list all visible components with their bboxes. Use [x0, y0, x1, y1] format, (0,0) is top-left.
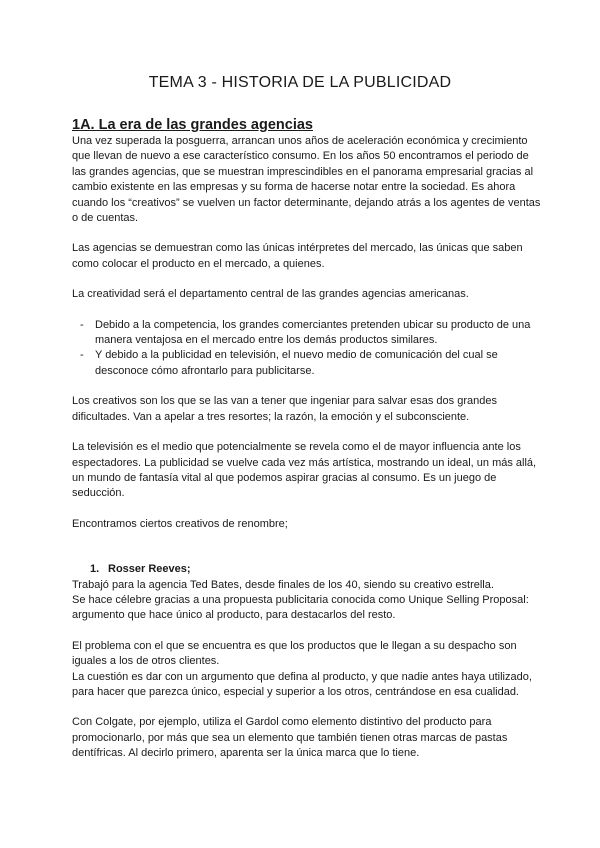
document-body — [72, 116, 542, 762]
section-heading: 1A. La era de las grandes agencias — [72, 117, 313, 133]
paragraph: Una vez superada la posguerra, arrancan unos años de aceleración económica y crecimiento que llevan de nuevo a ese característico consumo. En los años 50 encontramos el periodo de las grandes agencias, que se muestran imprescindibles en el panorama empresarial gracias al cambio existente en las empresas y su forma de hacerse notar entre la sociedad. Es ahora cuando los “creativos” se vuelven un factor determinante, dejando atrás a los agentes de ventas o de cuentas. — [72, 135, 541, 225]
paragraph: El problema con el que se encuentra es que los productos que le llegan a su despacho son iguales a los de otros clientes. — [72, 639, 517, 668]
paragraph: Con Colgate, por ejemplo, utiliza el Gardol como elemento distintivo del producto para promocionarlo, por más que sea un elemento que también tienen otras marcas de pastas dentífricas. Al decirlo primero, aparenta ser la única marca que lo tiene. — [72, 716, 508, 760]
paragraph: La televisión es el medio que potencialmente se revela como el de mayor influencia ante los espectadores. La publicidad se vuelve cada vez más artística, mostrando un ideal, un más allá, un mundo de fantasía vital al que podemos aspirar gracias al consumo. Es un juego de seducción. — [72, 441, 537, 500]
paragraph: Encontramos ciertos creativos de renombre; — [72, 517, 288, 530]
paragraph: La cuestión es dar con un argumento que defina al producto, y que nadie antes haya utilizado, para hacer que parezca único, especial y superior a los otros, centrándose en esa cualidad. — [72, 670, 532, 698]
creative-heading — [72, 562, 542, 577]
paragraph: Los creativos son los que se las van a tener que ingeniar para salvar esas dos grandes dificultades. Van a apelar a tres resortes; la razón, la emoción y el subconsciente. — [72, 395, 497, 423]
paragraph: Las agencias se demuestran como las únicas intérpretes del mercado, las únicas que saben como colocar el producto en el mercado, a quienes. — [72, 242, 523, 270]
paragraph: Trabajó para la agencia Ted Bates, desde finales de los 40, siendo su creativo estrella. — [72, 578, 494, 591]
creative-name: Rosser Reeves; — [108, 563, 191, 576]
paragraph: Se hace célebre gracias a una propuesta publicitaria conocida como Unique Selling Proposal: argumento que hace único al producto, para destacarlos del resto. — [72, 593, 529, 622]
dash-list — [72, 318, 542, 380]
list-item: - Y debido a la publicidad en televisión, el nuevo medio de comunicación del cual se desconoce cómo afrontarlo para publicitarse. — [72, 348, 542, 379]
list-item: - Debido a la competencia, los grandes comerciantes pretenden ubicar su producto de una manera ventajosa en el mercado entre los demás productos similares. — [72, 318, 542, 349]
paragraph: La creatividad será el departamento central de las grandes agencias americanas. — [72, 288, 469, 301]
list-number: 1. — [90, 563, 100, 576]
document-title: TEMA 3 - HISTORIA DE LA PUBLICIDAD — [148, 74, 452, 91]
